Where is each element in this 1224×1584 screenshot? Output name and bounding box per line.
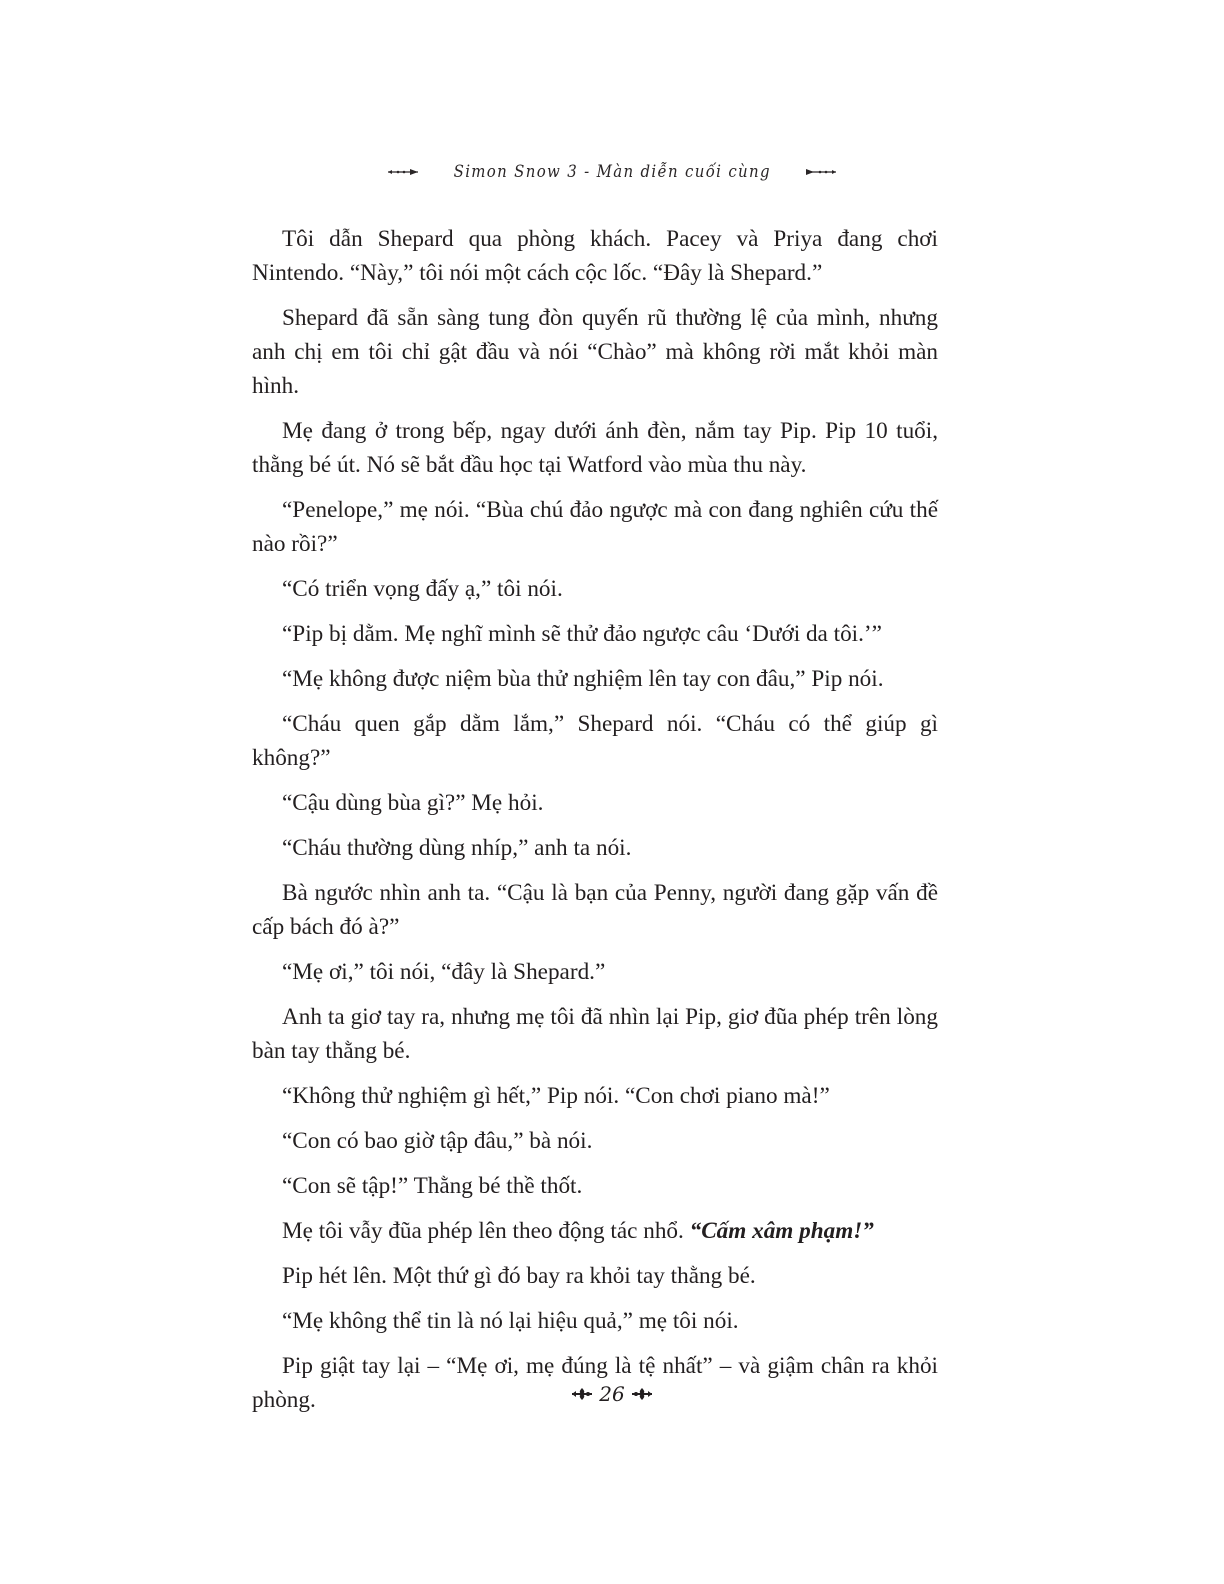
- paragraph: “Không thử nghiệm gì hết,” Pip nói. “Con chơi piano mà!”: [282, 1083, 830, 1109]
- body-text: [252, 222, 938, 1428]
- spell-incantation: “Cấm xâm phạm!”: [689, 1218, 874, 1244]
- page-number: 26: [599, 1382, 625, 1406]
- running-header: [0, 162, 1224, 182]
- arrow-flourish-right-icon: [804, 168, 838, 176]
- paragraph: Anh ta giơ tay ra, nhưng mẹ tôi đã nhìn lại Pip, giơ đũa phép trên lòng bàn tay thằng bé.: [252, 1004, 938, 1064]
- paragraph: Pip hét lên. Một thứ gì đó bay ra khỏi tay thằng bé.: [282, 1263, 756, 1289]
- paragraph: Mẹ đang ở trong bếp, ngay dưới ánh đèn, nắm tay Pip. Pip 10 tuổi, thằng bé út. Nó sẽ bắt đầu học tại Watford vào mùa thu này.: [252, 418, 938, 478]
- paragraph: Bà ngước nhìn anh ta. “Cậu là bạn của Penny, người đang gặp vấn đề cấp bách đó à?”: [252, 880, 938, 940]
- paragraph: Shepard đã sẵn sàng tung đòn quyến rũ thường lệ của mình, nhưng anh chị em tôi chỉ gật đầu và nói “Chào” mà không rời mắt khỏi màn hình.: [252, 305, 938, 399]
- paragraph: “Mẹ ơi,” tôi nói, “đây là Shepard.”: [282, 959, 606, 985]
- paragraph: “Mẹ không được niệm bùa thử nghiệm lên tay con đâu,” Pip nói.: [282, 666, 884, 692]
- paragraph: Tôi dẫn Shepard qua phòng khách. Pacey và Priya đang chơi Nintendo. “Này,” tôi nói một cách cộc lốc. “Đây là Shepard.”: [252, 226, 938, 286]
- paragraph-with-spell: [252, 1214, 938, 1248]
- paragraph: “Cháu quen gắp dằm lắm,” Shepard nói. “Cháu có thể giúp gì không?”: [252, 711, 938, 771]
- fleur-de-lis-right-icon: [631, 1387, 653, 1401]
- paragraph: “Pip bị dằm. Mẹ nghĩ mình sẽ thử đảo ngược câu ‘Dưới da tôi.’”: [282, 621, 882, 647]
- paragraph: “Mẹ không thể tin là nó lại hiệu quả,” mẹ tôi nói.: [282, 1308, 739, 1334]
- paragraph: “Cháu thường dùng nhíp,” anh ta nói.: [282, 835, 632, 861]
- paragraph: “Con có bao giờ tập đâu,” bà nói.: [282, 1128, 593, 1154]
- running-title: Simon Snow 3 - Màn diễn cuối cùng: [453, 162, 771, 182]
- paragraph: Pip giật tay lại – “Mẹ ơi, mẹ đúng là tệ nhất” – và giậm chân ra khỏi phòng.: [252, 1353, 938, 1413]
- fleur-de-lis-left-icon: [571, 1387, 593, 1401]
- paragraph-text: Mẹ tôi vẫy đũa phép lên theo động tác nhổ.: [282, 1218, 690, 1244]
- paragraph: “Con sẽ tập!” Thằng bé thề thốt.: [282, 1173, 583, 1199]
- paragraph: “Penelope,” mẹ nói. “Bùa chú đảo ngược mà con đang nghiên cứu thế nào rồi?”: [252, 497, 938, 557]
- paragraph: “Có triển vọng đấy ạ,” tôi nói.: [282, 576, 563, 602]
- paragraph: “Cậu dùng bùa gì?” Mẹ hỏi.: [282, 790, 544, 816]
- arrow-flourish-left-icon: [386, 168, 420, 176]
- page-footer: [0, 1382, 1224, 1406]
